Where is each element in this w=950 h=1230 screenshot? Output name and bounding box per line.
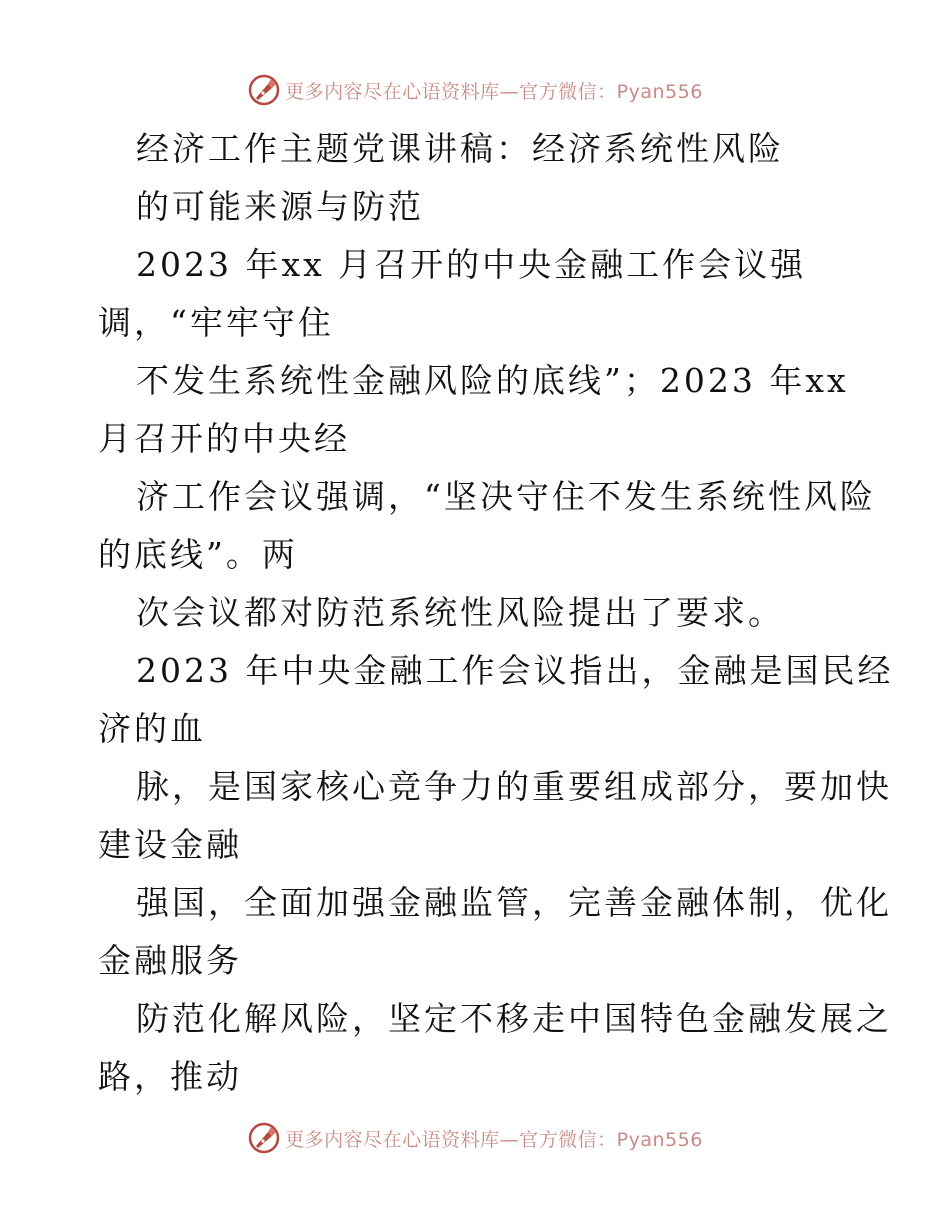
paragraph-line: 不发生系统性金融风险的底线”；2023 年xx — [136, 361, 849, 400]
paragraph-line: 金融服务 — [98, 941, 242, 980]
watermark-text: 更多内容尽在心语资料库—官方微信：Pyan556 — [285, 80, 703, 103]
paragraph-line: 济的血 — [98, 709, 206, 748]
paragraph-line: 脉，是国家核心竞争力的重要组成部分，要加快 — [136, 767, 892, 806]
title-line-2: 的可能来源与防范 — [136, 187, 424, 226]
title-line-1: 经济工作主题党课讲稿：经济系统性风险 — [136, 129, 784, 168]
paragraph-line: 2023 年中央金融工作会议指出，金融是国民经 — [136, 651, 894, 690]
paragraph-line: 2023 年xx 月召开的中央金融工作会议强 — [136, 245, 807, 284]
paragraph-line: 调，“牢牢守住 — [98, 303, 334, 342]
paragraph-line: 防范化解风险，坚定不移走中国特色金融发展之 — [136, 999, 892, 1038]
paragraph-line: 建设金融 — [98, 825, 242, 864]
paragraph-line: 路，推动 — [98, 1057, 242, 1096]
watermark-text: 更多内容尽在心语资料库—官方微信：Pyan556 — [285, 1128, 703, 1151]
paragraph-line: 次会议都对防范系统性风险提出了要求。 — [136, 593, 784, 632]
watermark-footer — [0, 1118, 950, 1158]
paragraph-line: 的底线”。两 — [98, 535, 298, 574]
document-body — [98, 120, 894, 1106]
pen-nib-logo-icon — [247, 1121, 281, 1155]
pen-nib-logo-icon — [247, 73, 281, 107]
paragraph-line: 济工作会议强调，“坚决守住不发生系统性风险 — [136, 477, 876, 516]
paragraph-line: 强国，全面加强金融监管，完善金融体制，优化 — [136, 883, 892, 922]
watermark-header — [0, 70, 950, 110]
paragraph-line: 月召开的中央经 — [98, 419, 350, 458]
